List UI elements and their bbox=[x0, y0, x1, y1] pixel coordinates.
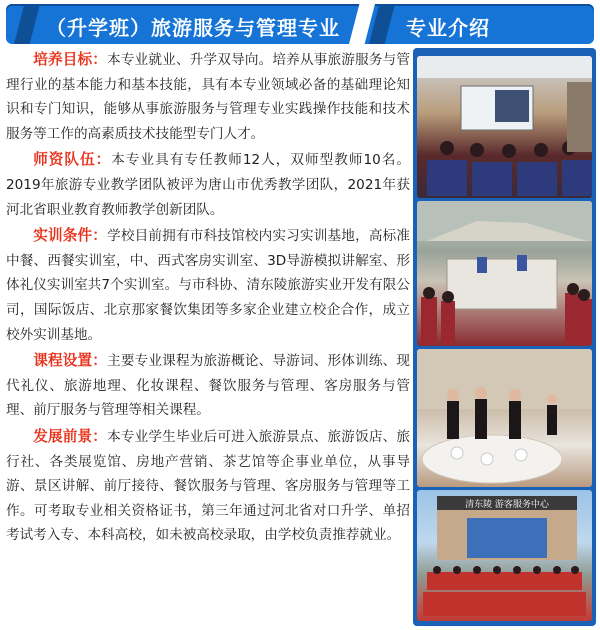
etiquette-training-photo bbox=[417, 349, 592, 487]
building-sign: 清东陵 游客服务中心 bbox=[465, 500, 549, 510]
section-text: 学校目前拥有市科技馆校内实习实训基地，高标准中餐、西餐实训室，中、西式客房实训室、3D导游模拟讲解室、形体礼仪实训室共7个实训室。与市科协、清东陵旅游实业开发有限公司，国际饭店、北京那家餐饮集团等多家企业建立校企合作，成立校外实训基地。 bbox=[6, 228, 410, 343]
section-text: 本专业就业、升学双导向。培养从事旅游服务与管理行业的基本能力和基本技能，具有本专业领域必备的基础理论知识和专门知识，能够从事旅游服务与管理专业实践操作技能和技术服务等工作的高素质技术技能型专门人才。 bbox=[6, 52, 410, 142]
header-bar bbox=[6, 4, 594, 44]
section-text: 本专业具有专任教师12人，双师型教师10名。2019年旅游专业教学团队被评为唐山市优秀教学团队，2021年获河北省职业教育教师教学创新团队。 bbox=[6, 152, 410, 218]
classroom-photo bbox=[417, 56, 592, 198]
intro-text-panel bbox=[6, 48, 410, 626]
photo-column bbox=[413, 48, 596, 626]
section-facilities bbox=[6, 224, 410, 347]
page-subtitle: 专业介绍 bbox=[406, 16, 490, 40]
section-faculty bbox=[6, 148, 410, 222]
tourism-service-center-photo bbox=[417, 490, 592, 621]
page-title: （升学班）旅游服务与管理专业 bbox=[46, 16, 340, 40]
section-label: 培养目标： bbox=[33, 51, 108, 68]
section-label: 课程设置： bbox=[33, 352, 108, 370]
section-prospects bbox=[6, 425, 410, 548]
section-label: 发展前景： bbox=[33, 427, 108, 445]
bracket-decoration bbox=[14, 4, 40, 44]
section-label: 师资队伍： bbox=[33, 151, 112, 169]
section-training-goal bbox=[6, 48, 410, 146]
section-text: 本专业学生毕业后可进入旅游景点、旅游饭店、旅行社、各类展览馆、房地产营销、茶艺馆等企事业单位，从事导游、景区讲解、前厅接待、餐饮服务与管理、客房服务与管理等工作。可考取专业相关资格证书，第三年通过河北省对口升学、单招考试考入专、本科高校，如未被高校录取，由学校负责推荐就业。 bbox=[6, 428, 410, 544]
section-label: 实训条件： bbox=[33, 227, 108, 245]
section-text: 主要专业课程为旅游概论、导游词、形体训练、现代礼仪、旅游地理、化妆课程、餐饮服务与管理、客房服务与管理、前厅服务与管理等相关课程。 bbox=[6, 353, 410, 419]
training-base-photo bbox=[417, 201, 592, 346]
section-curriculum bbox=[6, 349, 410, 423]
